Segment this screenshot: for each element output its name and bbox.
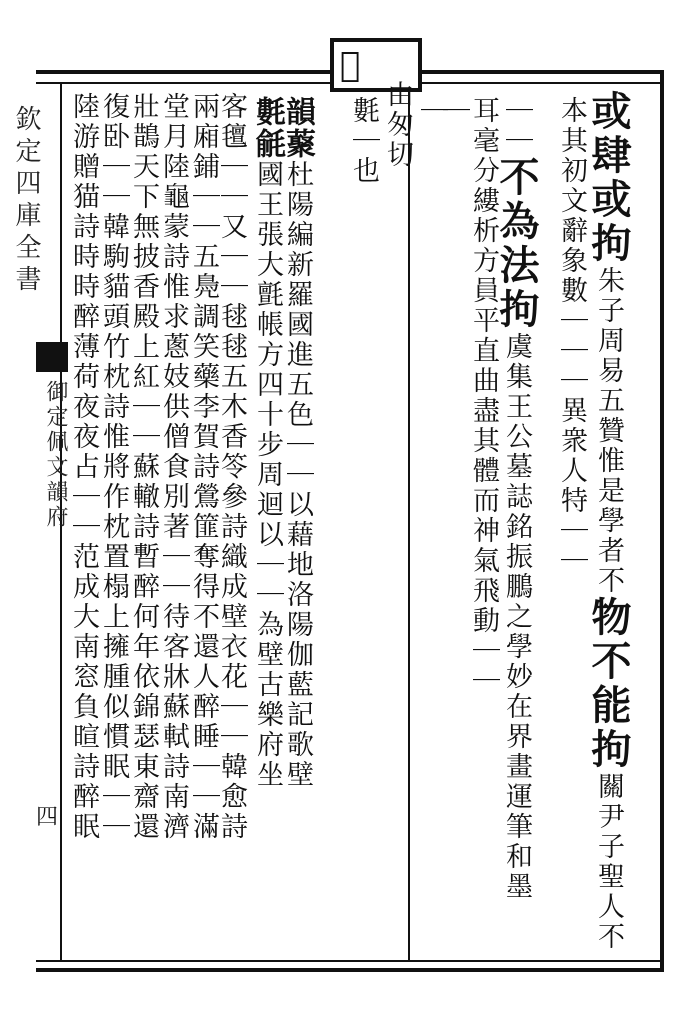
text-column <box>418 96 445 126</box>
text-column <box>130 92 157 842</box>
spine-subtitle: 御定佩文韻府 <box>43 380 68 530</box>
text-column <box>218 92 245 842</box>
text-run: 虞集王公墓誌銘振鵬之學妙在界畫運筆和墨 <box>501 332 532 902</box>
text-run: 由 <box>382 80 413 110</box>
text-column <box>384 80 411 170</box>
text-run: 陸游贈猫詩時時醉薄荷夜夜占｜｜范成大南窓負暄詩醉眠 <box>68 92 99 842</box>
text-column <box>558 96 585 576</box>
text-run: 杜陽編新羅國進五色｜｜以藉地洛陽伽藍記歌壁 <box>282 160 313 790</box>
text-run: 兩廂鋪｜｜五鳧調笑藥李賀詩鶯篚奪得不還人醉睡｜｜滿 <box>188 92 219 842</box>
text-run: ｜ <box>416 96 447 126</box>
text-column <box>250 96 285 790</box>
top-border <box>36 70 330 74</box>
text-run: 壯鵲天下無披香殿上紅｜｜蘇轍詩暫醉何年依錦瑟東齋還 <box>128 92 159 842</box>
top-border-right <box>422 70 662 74</box>
text-column <box>160 92 187 842</box>
spine-title: 欽定四庫全書 <box>11 105 41 297</box>
text-run: 朱子周易五贊惟是學者不 <box>593 266 624 596</box>
text-column <box>585 90 632 952</box>
text-run: 本其初文辭象數｜｜｜ <box>556 96 587 396</box>
text-column <box>350 96 377 186</box>
text-column <box>470 96 497 696</box>
text-run: 堂月陸龜蒙詩惟求蔥妓供僧食別著｜｜待客牀蘇軾詩南濟 <box>158 92 189 842</box>
text-run: 耳 <box>468 96 499 126</box>
text-run: ｜ <box>438 96 469 126</box>
headword: 不為法拘 <box>493 156 540 332</box>
text-run: 匆切 <box>382 110 413 170</box>
text-run: 氀｜也 <box>348 96 379 186</box>
text-run: ｜｜ <box>501 96 532 156</box>
text-column <box>493 96 540 902</box>
headword: 韻藂 <box>280 96 315 160</box>
bottom-border-inner <box>36 960 662 962</box>
right-border <box>660 70 664 972</box>
text-run: 毫分縷析方員平直曲盡其體而神氣飛動｜｜ <box>468 126 499 696</box>
bottom-border <box>36 968 662 972</box>
text-column <box>100 92 127 842</box>
text-run: 國王張大氈帳方四十步周迴以｜｜為壁古樂府坐 <box>252 160 283 790</box>
text-column <box>190 92 217 842</box>
page-number: 四 <box>36 805 59 830</box>
headword: 或肆或拘 <box>585 90 632 266</box>
text-run: 復卧｜｜韓駒貓頭竹枕詩惟將作枕置榻上擁腫似慣眠｜｜ <box>98 92 129 842</box>
text-column <box>280 96 315 790</box>
text-column <box>70 92 97 842</box>
headword: 物不能拘 <box>585 596 632 772</box>
fish-tail-mark <box>36 342 68 372</box>
text-run: 關尹子聖人不 <box>593 772 624 952</box>
column-rule <box>408 84 410 960</box>
text-run: 客氊｜｜又｜｜毬毬五木香笭參詩織成壁衣花｜｜韓愈詩 <box>216 92 247 842</box>
headword: 氀毹 <box>250 96 285 160</box>
header-character: 𨙴 <box>340 45 361 85</box>
text-run: 異衆人特｜｜ <box>556 396 587 576</box>
